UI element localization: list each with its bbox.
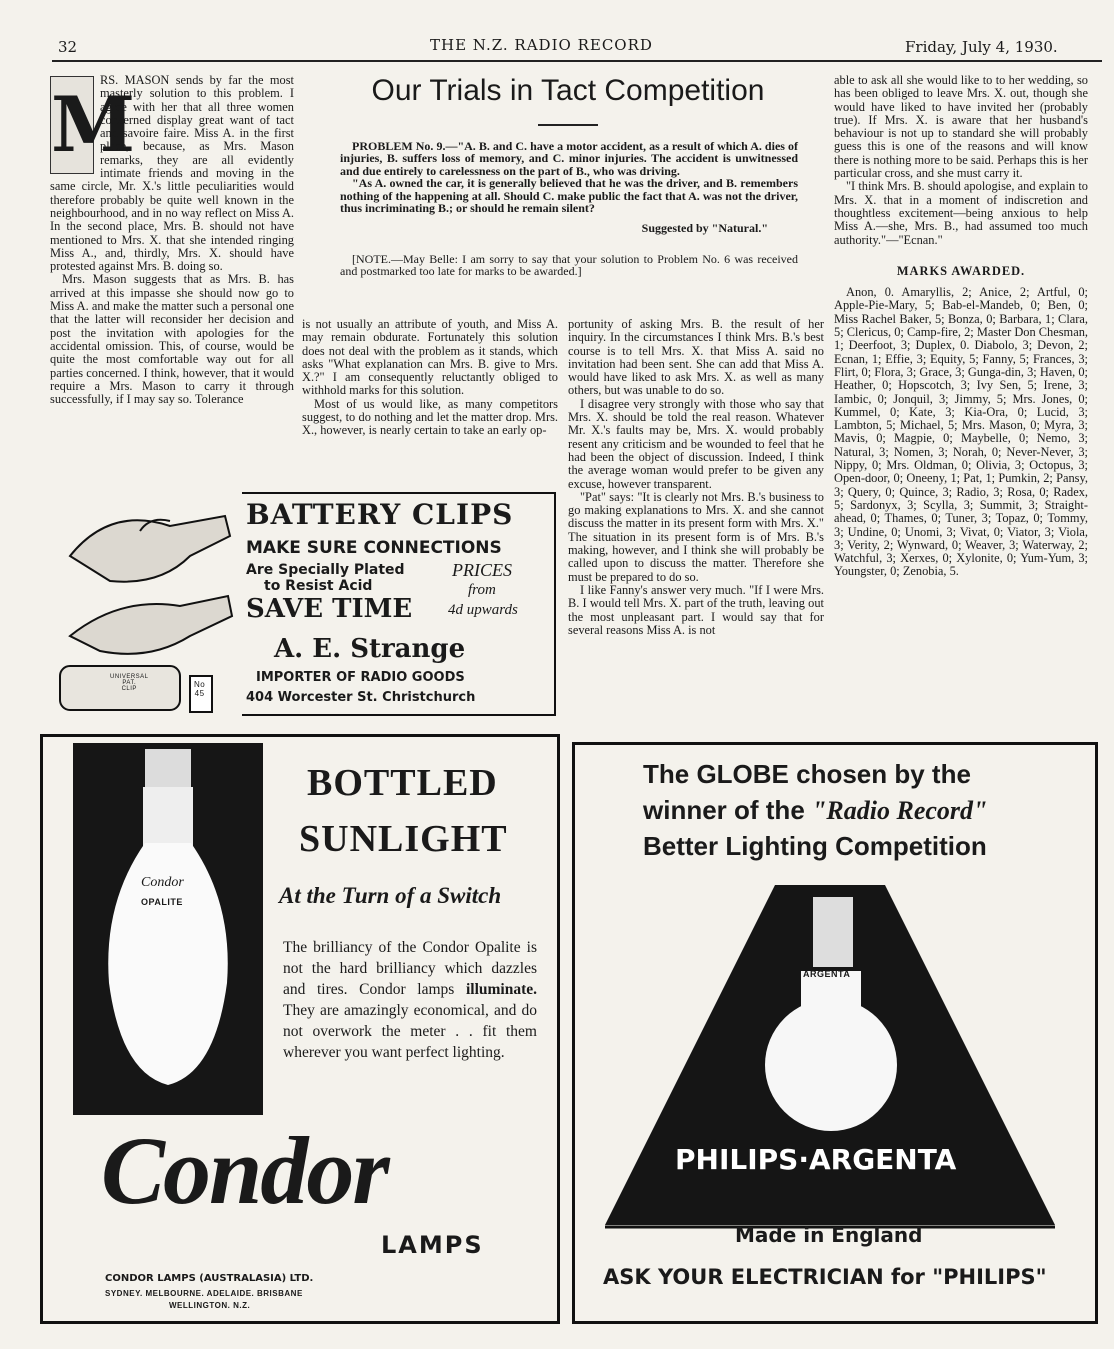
paragraph: Mrs. Mason suggests that as Mrs. B. has arrived at this impasse she should now go to Miss A. and make the matter such a personal one that the latter will reconsider her decision and post the invitation with apologies for the accidental omission. This, of course, would be quite the most comfortable way out for all parties concerned. I think, however, that it would require a Mrs. Mason to carry it through successfully, if I may say so. Tolerance	[50, 272, 294, 407]
problem-block	[340, 140, 798, 278]
condor-company: CONDOR LAMPS (AUSTRALASIA) LTD.	[105, 1273, 314, 1284]
battery-headline: BATTERY CLIPS	[246, 498, 514, 531]
paragraph: I like Fanny's answer very much. "If I were Mrs. B. I would tell Mrs. X. part of the truth, leaving out the most unpleasant part. I would say that for several reasons Miss A. is not	[568, 582, 824, 637]
clip-label	[110, 674, 149, 692]
bulb-panel	[73, 743, 263, 1115]
condor-body	[283, 937, 537, 1063]
paragraph: Most of us would like, as many competitors suggest, to do nothing and let the matter drop. Mrs. X., however, is nearly certain to take an early op-	[302, 396, 558, 438]
condor-h1: BOTTLED	[307, 762, 498, 804]
clip-label-1: UNIVERSAL	[110, 674, 149, 680]
clip-number-1: No	[194, 680, 206, 689]
clip-number-2: 45	[194, 689, 205, 698]
condor-city2: WELLINGTON. N.Z.	[169, 1301, 251, 1310]
paragraph: is not usually an attribute of youth, and Miss A. may remain obdurate. Fortunately this solution does not deal with the problem as it stands, which asks "What explanation can Mrs. B. give to Mrs. X.?" I am consequently reluctantly obliged to withhold marks for this solution.	[302, 317, 558, 398]
drop-cap-letter: M	[51, 80, 136, 169]
bulb-drawing	[73, 743, 263, 1115]
issue-date: Friday, July 4, 1930.	[905, 38, 1058, 56]
battery-company: A. E. Strange	[274, 634, 466, 664]
bulb-model: OPALITE	[141, 897, 183, 907]
philips-h2b: "Radio Record"	[812, 796, 988, 825]
problem-text-2: "As A. owned the car, it is generally believed that he was the driver, and B. remembers nothing of the happening at all. Should C. make public the fact that A. was not the driver, thus incriminating B.; or should he remain silent?	[340, 176, 798, 216]
philips-h2a: winner of the	[643, 795, 812, 825]
paragraph: I disagree very strongly with those who say that Mrs. X. should be told the real reason. Whatever Mr. X.'s faults may be, Mrs. X. would probably resent any criticism and be wounded to feel that he had been the object of discussion. Indeed, I think the average woman would prefer to be given any excuse, however transparent.	[568, 396, 824, 491]
battery-price: 4d upwards	[448, 602, 518, 618]
clip-number	[194, 680, 205, 698]
paragraph: "Pat" says: "It is clearly not Mrs. B.'s business to go making explanations to Mrs. X. and she cannot discuss the matter in its present form with Mrs. X." The situation in its present form is of Mrs. B.'s making, however, and I think she will probably be called upon to discuss the matter. Therefore she must be prepared to do so.	[568, 489, 824, 584]
philips-made: Made in England	[735, 1223, 923, 1247]
marks-list: Anon, 0. Amaryllis, 2; Anice, 2; Artful, 0; Apple-Pie-Mary, 5; Bab-el-Mandeb, 0; Ben, 0; Miss Rachel Baker, 5; Bonza, 0; Barbara, 1; Clara, 5; Clericus, 0; Camp-fire, 2; Master Don Chesman, 1; Deerfoot, 3; Duplex, 0. Diabolo, 3; Devon, 2; Ecnan, 1; Effie, 3; Equity, 5; Fanny, 5; Frances, 3; Flirt, 0; Flora, 3; Grace, 3; Gunga-din, 3; Haven, 0; Heather, 0; Hopscotch, 3; Ivy Sen, 5; Irene, 3; Iambic, 0; Jonquil, 3; Jimmy, 5; Mrs. Jones, 0; Kummel, 0; Kate, 3; Kia-Ora, 0; Lucid, 3; Lambton, 5; Michael, 5; Mrs. Mason, 0; Myra, 3; Mavis, 0; Magpie, 0; Maybelle, 0; Nemo, 3; Natural, 3; Nomen, 3; Norah, 0; Never-Never, 3; Nippy, 0; Mrs. Oldman, 0; Olivia, 3; Octopus, 3; Open-door, 0; Oneeny, 1; Pat, 1; Pumkin, 2; Pansy, 3; Query, 0; Quince, 3; Radio, 3; Rosa, 0; Radex, 5; Sardonyx, 3; Scylla, 3; Summit, 3; Straight-ahead, 0; Thames, 0; Tuner, 3; Topaz, 0; Tommy, 3; Undine, 0; Unomi, 3; Vivat, 0; Viator, 3; Viola, 3; Verity, 2; Wynward, 0; Weaver, 3; Waterway, 2; Watchful, 3; Xerxes, 0; Xylonite, 0; Yum-Yum, 3; Youngster, 0; Zenobia, 5.	[834, 285, 1088, 579]
condor-body-1: The brilliancy of the Condor Opalite is not the hard brilliancy which dazzles and tires. Condor lamps	[283, 939, 537, 998]
title-rule	[538, 124, 598, 126]
condor-subtitle: At the Turn of a Switch	[279, 883, 502, 908]
editor-note: [NOTE.—May Belle: I am sorry to say that your solution to Problem No. 6 was received and postmarked too late for marks to be awarded.]	[340, 251, 798, 279]
clip-label-2: PAT.	[122, 680, 137, 686]
condor-cities: SYDNEY. MELBOURNE. ADELAIDE. BRISBANE	[105, 1289, 303, 1298]
paragraph: "I think Mrs. B. should apologise, and explain to Mrs. X. that in a moment of indiscretion and thoughtless excitement—being anxious to help Miss A.—she, Mrs. B., had assumed too much authority."—"Ecnan."	[834, 179, 1088, 247]
article-title: Our Trials in Tact Competition	[371, 74, 765, 107]
condor-logo: Condor	[101, 1117, 388, 1224]
problem-text: PROBLEM No. 9.—"A. B. and C. have a motor accident, as a result of which A. dies of injuries, B. suffers loss of memory, and C. minor injuries. The accident is unwitnessed and due entirely to carelessness on the part of B., who was driving.	[340, 139, 798, 178]
battery-importer: IMPORTER OF RADIO GOODS	[256, 670, 465, 685]
header-rule	[52, 60, 1102, 62]
battery-line3b: to Resist Acid	[264, 578, 373, 594]
battery-save: SAVE TIME	[246, 594, 413, 624]
philips-brand: PHILIPS·ARGENTA	[675, 1143, 957, 1176]
battery-line2: MAKE SURE CONNECTIONS	[246, 538, 502, 558]
battery-clips-ad	[242, 492, 556, 716]
battery-line3a: Are Specially Plated	[246, 562, 405, 578]
battery-prices: PRICES	[452, 560, 512, 580]
intro-paragraph: RS. MASON sends by far the most masterly solution to this problem. I agree with her that all three women concerned display great want of tact and savoire faire. Miss A. in the first place, because, as Mrs. Mason remarks, they are all evidently intimate friends and moving in the same circle, Mr. X.'s little peculiarities would therefore probably be quite well known in the neighbourhood, and in no way reflect on Miss A. In the second place, Mrs. B. should not have mentioned to Mrs. X. that she intended ringing Miss A., and, thirdly, Mrs. X. should have protested against Mrs. B. doing so.	[50, 73, 294, 274]
philips-h1: The GLOBE chosen by the	[643, 759, 971, 789]
battery-clips-illustration	[50, 486, 240, 718]
article-column-4	[834, 74, 1088, 734]
publication-title: THE N.Z. RADIO RECORD	[430, 36, 653, 54]
article-column-2	[302, 318, 558, 478]
marks-heading: MARKS AWARDED.	[896, 263, 1026, 278]
suggested-by: Suggested by "Natural."	[641, 221, 768, 236]
clip-label-3: CLIP	[121, 686, 137, 692]
philips-ad	[572, 742, 1098, 1324]
philips-ask: ASK YOUR ELECTRICIAN for "PHILIPS"	[603, 1265, 1047, 1289]
condor-ad	[40, 734, 560, 1324]
condor-body-bold: illuminate.	[465, 981, 537, 998]
philips-bulb-label: ARGENTA	[803, 969, 851, 979]
page-number: 32	[58, 38, 78, 56]
philips-h3: Better Lighting Competition	[643, 831, 987, 861]
drop-cap-spacer	[50, 74, 136, 174]
condor-body-2: They are amazingly economical, and do not overwork the meter . . fit them wherever you want perfect lighting.	[283, 1002, 537, 1061]
philips-h2	[643, 795, 987, 826]
paragraph: portunity of asking Mrs. B. the result of her inquiry. In the circumstances I think Mrs. B.'s best course is to tell Mrs. X. that Miss A. said no invitation had been sent. She can add that Miss A. would have liked to ask Mrs. X. as well as many others, but was unable to do so.	[568, 317, 824, 398]
condor-h2: SUNLIGHT	[299, 818, 508, 860]
condor-lamps: LAMPS	[381, 1231, 484, 1259]
bulb-brand: Condor	[141, 875, 184, 890]
article-column-1	[50, 74, 294, 476]
battery-address: 404 Worcester St. Christchurch	[246, 690, 476, 705]
article-column-3	[568, 318, 824, 730]
battery-from: from	[468, 582, 496, 598]
paragraph: able to ask all she would like to to her wedding, so has been obliged to leave Mrs. X. out, though she would have liked to have invited her (probably true). If Mrs. X. is aware that her husband's behaviour is not up to standard she will probably guess this is one of the reasons and will know there is nothing more to be said. Perhaps this is her particular cross, and she must carry it.	[834, 73, 1088, 181]
